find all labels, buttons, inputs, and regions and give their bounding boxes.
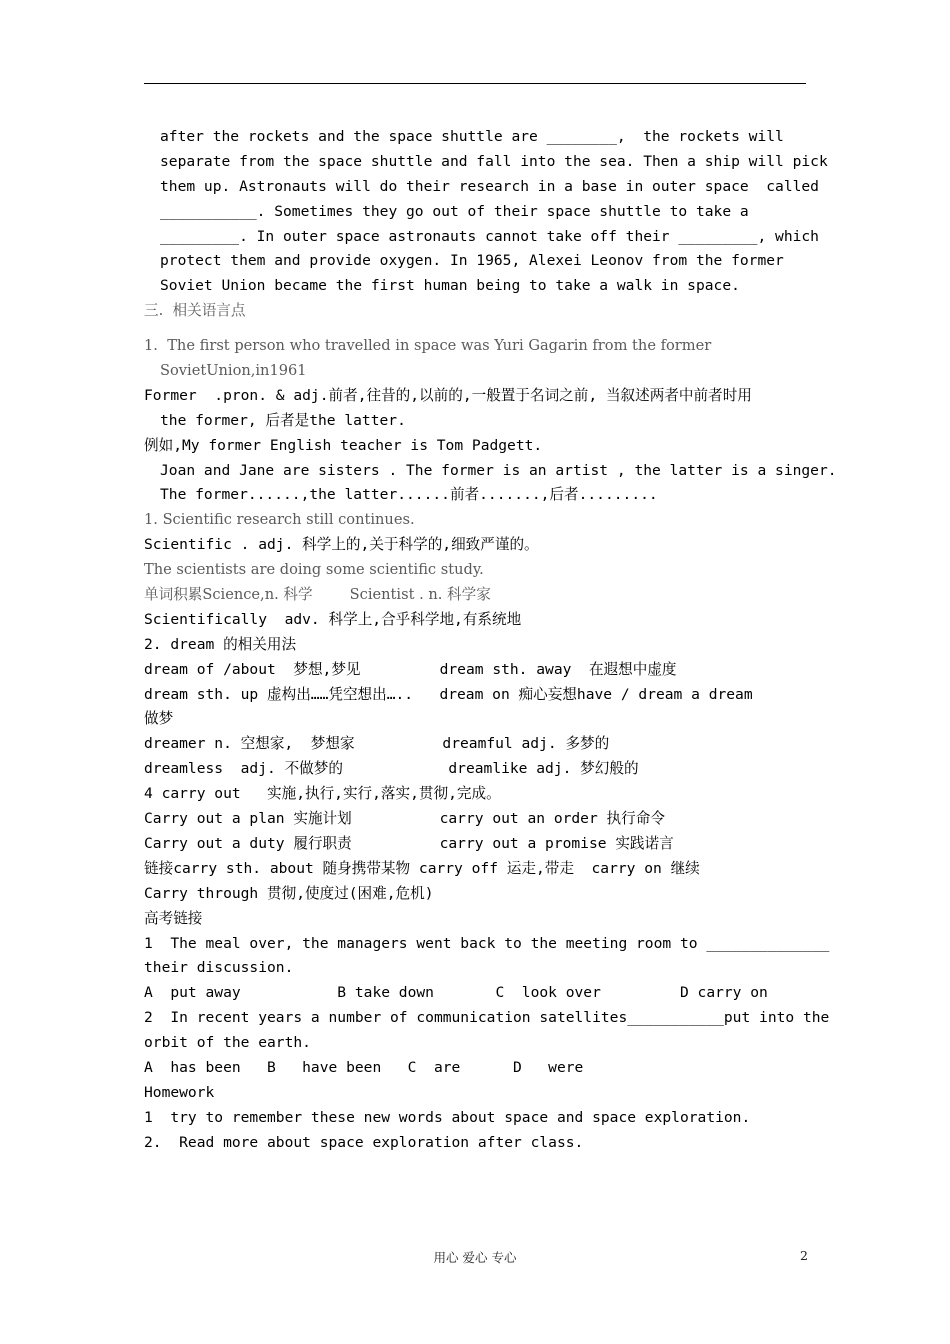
text-line: _________. In outer space astronauts cannot take off their _________, which xyxy=(160,227,819,245)
text-line: Carry out a duty 履行职责 carry out a promise 实践诺言 xyxy=(144,834,674,852)
text-line: Carry through 贯彻,使度过(困难,危机) xyxy=(144,884,434,902)
line-spacer xyxy=(144,324,816,334)
text-line: dream of /about 梦想,梦见 dream sth. away 在遐想中虚度 xyxy=(144,660,677,678)
text-line: Former .pron. & adj.前者,往昔的,以前的,一般置于名词之前, 当叙述两者中前者时用 xyxy=(144,386,752,404)
text-line: them up. Astronauts will do their research in a base in outer space called xyxy=(160,177,819,195)
text-line: Soviet Union became the first human being to take a walk in space. xyxy=(160,277,740,295)
text-line: 1. Scientific research still continues. xyxy=(144,511,415,529)
text-line: The scientists are doing some scientific study. xyxy=(144,561,484,579)
page-number: 2 xyxy=(800,1248,808,1263)
text-line: 单词积累Science,n. 科学 Scientist . n. 科学家 xyxy=(144,586,491,604)
text-line: A put away B take down C look over D carry on xyxy=(144,984,768,1002)
text-line: Scientifically adv. 科学上,合乎科学地,有系统地 xyxy=(144,610,522,628)
page-footer xyxy=(0,1248,950,1268)
text-line: Scientific . adj. 科学上的,关于科学的,细致严谨的。 xyxy=(144,536,539,554)
text-line: the former, 后者是the latter. xyxy=(160,411,406,429)
document-body xyxy=(144,125,837,1156)
text-line: Homework xyxy=(144,1083,215,1101)
text-line: 1 The meal over, the managers went back to the meeting room to ______________ xyxy=(144,934,830,952)
text-line: 1. The first person who travelled in space was Yuri Gagarin from the former xyxy=(144,337,712,355)
footer-motto: 用心 爱心 专心 xyxy=(433,1250,517,1265)
text-line: Carry out a plan 实施计划 carry out an order 执行命令 xyxy=(144,810,665,828)
text-line: 4 carry out 实施,执行,实行,落实,贯彻,完成。 xyxy=(144,785,501,803)
text-line: 三. 相关语言点 xyxy=(144,302,246,320)
text-line: their discussion. xyxy=(144,959,294,977)
text-line: 2 In recent years a number of communication satellites___________put into the xyxy=(144,1009,830,1027)
text-line: protect them and provide oxygen. In 1965, Alexei Leonov from the former xyxy=(160,252,784,270)
text-line: A has been B have been C are D were xyxy=(144,1058,584,1076)
text-line: after the rockets and the space shuttle are ________, the rockets will xyxy=(160,128,784,145)
text-line: 高考链接 xyxy=(144,909,203,927)
text-line: SovietUnion,in1961 xyxy=(160,362,307,380)
header-rule xyxy=(144,83,806,84)
text-line: separate from the space shuttle and fall into the sea. Then a ship will pick xyxy=(160,152,828,170)
text-line: dreamless adj. 不做梦的 dreamlike adj. 梦幻般的 xyxy=(144,760,639,778)
text-line: ___________. Sometimes they go out of their space shuttle to take a xyxy=(160,202,749,220)
text-line: The former......,the latter......前者.......,后者......... xyxy=(160,486,658,504)
text-line: 1 try to remember these new words about space and space exploration. xyxy=(144,1108,751,1126)
text-line: Joan and Jane are sisters . The former is an artist , the latter is a singer. xyxy=(160,461,837,479)
text-line: 2. dream 的相关用法 xyxy=(144,635,297,653)
text-line: dream sth. up 虚构出……凭空想出….. dream on 痴心妄想have / dream a dream xyxy=(144,685,753,703)
text-line: dreamer n. 空想家, 梦想家 dreamful adj. 多梦的 xyxy=(144,735,610,753)
text-line: 链接carry sth. about 随身携带某物 carry off 运走,带走 carry on 继续 xyxy=(144,859,700,877)
text-line: 做梦 xyxy=(144,710,174,728)
text-line: orbit of the earth. xyxy=(144,1034,311,1052)
text-line: 例如,My former English teacher is Tom Padgett. xyxy=(144,436,543,454)
text-line: 2. Read more about space exploration after class. xyxy=(144,1133,584,1151)
